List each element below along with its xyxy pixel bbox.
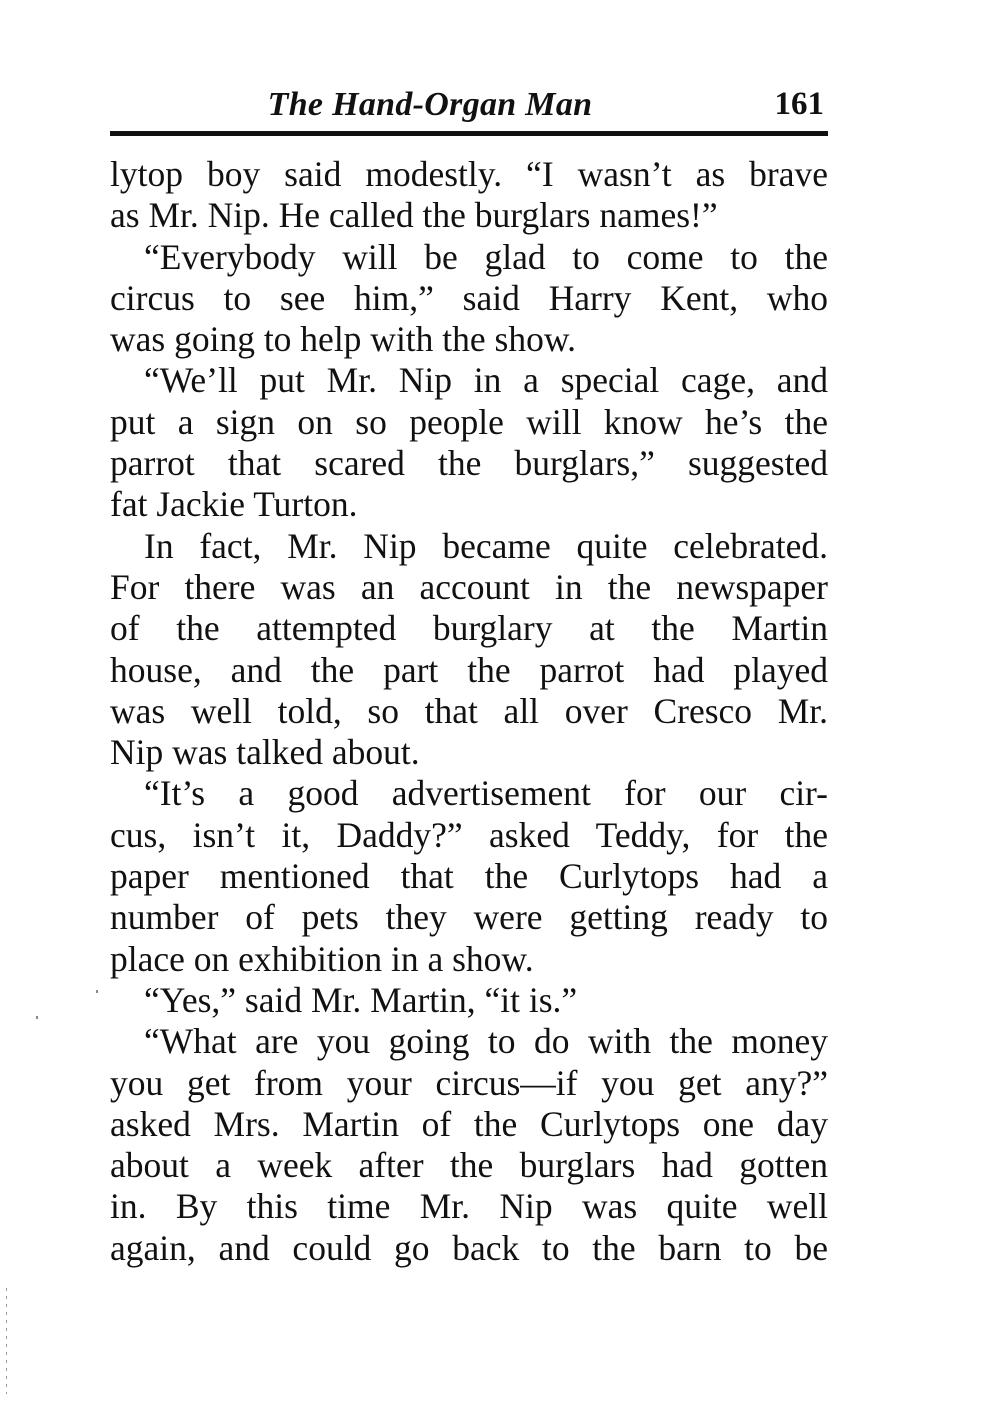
text-line: put a sign on so people will know he’s the xyxy=(110,401,828,442)
text-line: “It’s a good advertisement for our cir- xyxy=(144,773,828,814)
text-line: “What are you going to do with the money xyxy=(144,1021,828,1062)
text-line: as Mr. Nip. He called the burglars names!” xyxy=(110,195,718,236)
text-line: about a week after the burglars had gotten xyxy=(110,1145,828,1186)
text-line: “Everybody will be glad to come to the xyxy=(144,236,828,277)
margin-speck xyxy=(36,1016,38,1019)
text-line: parrot that scared the burglars,” suggested xyxy=(110,443,828,484)
text-line: in. By this time Mr. Nip was quite well xyxy=(110,1186,828,1227)
text-line: place on exhibition in a show. xyxy=(110,938,534,979)
text-line: circus to see him,” said Harry Kent, who xyxy=(110,277,828,318)
text-line: you get from your circus—if you get any?” xyxy=(110,1062,828,1103)
text-line: For there was an account in the newspaper xyxy=(110,566,828,607)
running-head xyxy=(110,84,828,130)
text-line: fat Jackie Turton. xyxy=(110,484,358,525)
running-title: The Hand-Organ Man xyxy=(267,86,593,123)
text-line: of the attempted burglary at the Martin xyxy=(110,608,828,649)
text-line: was well told, so that all over Cresco Mr. xyxy=(110,690,828,731)
text-line: Nip was talked about. xyxy=(110,732,420,773)
text-line: asked Mrs. Martin of the Curlytops one day xyxy=(110,1103,828,1144)
margin-dotted-line xyxy=(6,1288,7,1394)
body-text xyxy=(110,154,828,1269)
text-line: In fact, Mr. Nip became quite celebrated. xyxy=(144,525,828,566)
text-line: paper mentioned that the Curlytops had a xyxy=(110,856,828,897)
text-line: lytop boy said modestly. “I wasn’t as brave xyxy=(110,154,828,194)
text-line: was going to help with the show. xyxy=(110,319,577,360)
header-rule xyxy=(110,131,828,136)
text-line: cus, isn’t it, Daddy?” asked Teddy, for the xyxy=(110,814,828,855)
margin-speck xyxy=(96,990,98,993)
page-number: 161 xyxy=(774,86,824,122)
text-line: number of pets they were getting ready to xyxy=(110,897,828,938)
text-line: again, and could go back to the barn to be xyxy=(110,1227,828,1268)
text-line: house, and the part the parrot had played xyxy=(110,649,828,690)
text-line: “We’ll put Mr. Nip in a special cage, and xyxy=(144,360,828,401)
text-line: “Yes,” said Mr. Martin, “it is.” xyxy=(144,979,578,1020)
